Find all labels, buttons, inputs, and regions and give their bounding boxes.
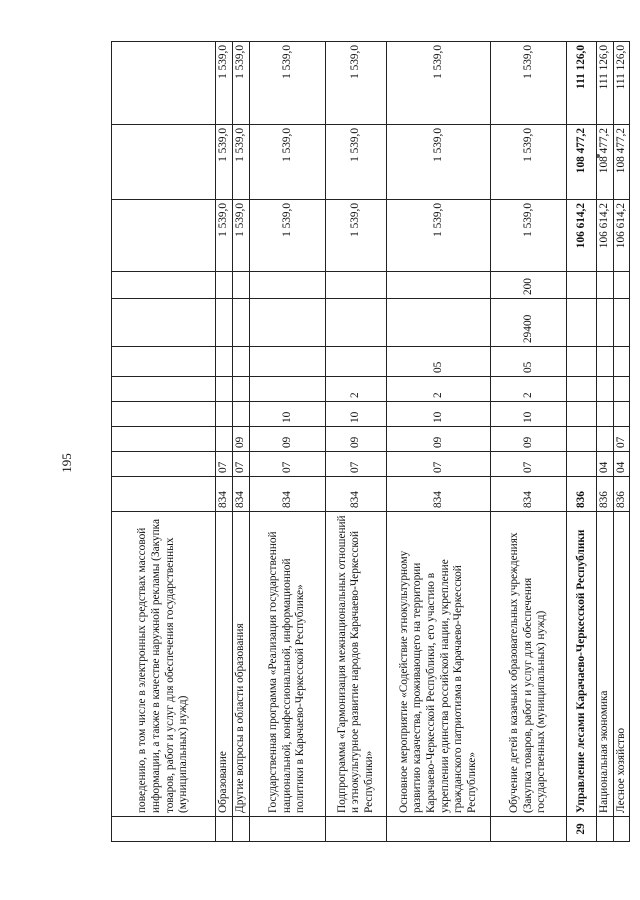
subsection-code: 09 <box>387 427 491 452</box>
table-row <box>250 42 326 842</box>
ministry-code: 834 <box>326 477 387 512</box>
program-code: 10 <box>491 402 567 427</box>
expense-type-code <box>613 272 630 299</box>
subprogram-code <box>567 377 597 402</box>
section-code: 04 <box>613 452 630 477</box>
table-row <box>613 42 630 842</box>
amount-year-2: 108 477,2 <box>567 125 597 200</box>
event-code: 05 <box>387 347 491 377</box>
expense-code <box>112 299 216 347</box>
amount-year-1: 1 539,0 <box>233 200 250 272</box>
amount-year-2: 1 539,0 <box>250 125 326 200</box>
expense-type-code <box>597 272 614 299</box>
subsection-code: 09 <box>250 427 326 452</box>
table-row <box>233 42 250 842</box>
amount-year-3: 1 539,0 <box>250 42 326 125</box>
item-name: Управление лесами Карачаево-Черкесской Республики <box>567 512 597 817</box>
item-name: Национальная экономика <box>597 512 614 817</box>
row-index <box>250 817 326 842</box>
section-code <box>567 452 597 477</box>
expense-code <box>250 299 326 347</box>
subsection-code: 09 <box>491 427 567 452</box>
subprogram-code <box>233 377 250 402</box>
subsection-code <box>567 427 597 452</box>
budget-table <box>111 41 630 842</box>
program-code <box>216 402 233 427</box>
amount-year-2: 1 539,0 <box>387 125 491 200</box>
amount-year-3 <box>112 42 216 125</box>
table-row <box>597 42 614 842</box>
section-code <box>112 452 216 477</box>
event-code <box>112 347 216 377</box>
amount-year-2: 108 477,2 <box>613 125 630 200</box>
amount-year-1: 1 539,0 <box>250 200 326 272</box>
ministry-code: 834 <box>233 477 250 512</box>
amount-year-1: 106 614,2 <box>567 200 597 272</box>
amount-year-2 <box>112 125 216 200</box>
program-code <box>567 402 597 427</box>
section-code: 04 <box>597 452 614 477</box>
expense-type-code: 200 <box>491 272 567 299</box>
amount-year-2: 1 539,0 <box>233 125 250 200</box>
item-name: Государственная программа «Реализация государственной национальной, конфессиональной, информационной политики в Карачаево-Черкесской Республике» <box>250 512 326 817</box>
program-code: 10 <box>250 402 326 427</box>
row-index: 29 <box>567 817 597 842</box>
expense-code <box>326 299 387 347</box>
amount-year-3: 111 126,0 <box>613 42 630 125</box>
amount-year-2: 1 539,0 <box>326 125 387 200</box>
amount-year-1: 106 614,2 <box>613 200 630 272</box>
section-code: 07 <box>387 452 491 477</box>
amount-year-2: 1 539,0 <box>491 125 567 200</box>
event-code <box>613 347 630 377</box>
program-code: 10 <box>326 402 387 427</box>
amount-year-2: 1 539,0 <box>216 125 233 200</box>
subprogram-code <box>216 377 233 402</box>
ministry-code: 836 <box>597 477 614 512</box>
amount-year-3: 111 126,0 <box>597 42 614 125</box>
item-name: Основное мероприятие «Содействие этнокультурному развитию казачества, проживающего на территории Карачаево-Черкесской Республики, его участию в укреплении единства российской нации, укрепление гражданского патриотизма в Карачаево-Черкесской Республике» <box>387 512 491 817</box>
subprogram-code: 2 <box>387 377 491 402</box>
subsection-code: 07 <box>613 427 630 452</box>
subsection-code <box>216 427 233 452</box>
subprogram-code <box>250 377 326 402</box>
amount-year-3: 1 539,0 <box>216 42 233 125</box>
table-row <box>567 42 597 842</box>
subprogram-code: 2 <box>326 377 387 402</box>
section-code: 07 <box>491 452 567 477</box>
event-code <box>216 347 233 377</box>
expense-code <box>216 299 233 347</box>
subsection-code <box>597 427 614 452</box>
expense-type-code <box>233 272 250 299</box>
row-index <box>597 817 614 842</box>
ministry-code: 836 <box>613 477 630 512</box>
expense-type-code <box>387 272 491 299</box>
amount-year-3: 1 539,0 <box>387 42 491 125</box>
row-index <box>326 817 387 842</box>
subprogram-code <box>112 377 216 402</box>
expense-type-code <box>250 272 326 299</box>
event-code <box>597 347 614 377</box>
subsection-code: 09 <box>326 427 387 452</box>
rotated-page <box>111 42 627 842</box>
expense-code: 29400 <box>491 299 567 347</box>
subsection-code: 09 <box>233 427 250 452</box>
amount-year-3: 1 539,0 <box>233 42 250 125</box>
expense-type-code <box>216 272 233 299</box>
ministry-code: 836 <box>567 477 597 512</box>
amount-year-2: 108 477,2 <box>597 125 614 200</box>
ministry-code: 834 <box>216 477 233 512</box>
section-code: 07 <box>216 452 233 477</box>
program-code <box>233 402 250 427</box>
program-code <box>112 402 216 427</box>
subprogram-code <box>613 377 630 402</box>
program-code: 10 <box>387 402 491 427</box>
event-code <box>233 347 250 377</box>
table-row <box>326 42 387 842</box>
event-code <box>567 347 597 377</box>
row-index <box>387 817 491 842</box>
expense-type-code <box>112 272 216 299</box>
expense-code <box>387 299 491 347</box>
expense-code <box>233 299 250 347</box>
table-row <box>216 42 233 842</box>
table-row <box>112 42 216 842</box>
amount-year-3: 1 539,0 <box>326 42 387 125</box>
subsection-code <box>112 427 216 452</box>
amount-year-1: 106 614,2 <box>597 200 614 272</box>
row-index <box>112 817 216 842</box>
subprogram-code <box>597 377 614 402</box>
item-name: Обучение детей в казачьих образовательных учреждениях (Закупка товаров, работ и услуг для обеспечения государственных (муниципальных) нужд) <box>491 512 567 817</box>
amount-year-1: 1 539,0 <box>326 200 387 272</box>
table-row <box>491 42 567 842</box>
amount-year-1: 1 539,0 <box>491 200 567 272</box>
event-code: 05 <box>491 347 567 377</box>
page-number: 195 <box>58 453 74 473</box>
expense-code <box>567 299 597 347</box>
item-name: поведению, в том числе в электронных средствах массовой информации, а также в качестве наружной рекламы (Закупка товаров, работ и услуг для обеспечения государственных (муниципальных) нужд) <box>112 512 216 817</box>
row-index <box>216 817 233 842</box>
amount-year-1: 1 539,0 <box>387 200 491 272</box>
section-code: 07 <box>233 452 250 477</box>
item-name: Другие вопросы в области образования <box>233 512 250 817</box>
row-index <box>613 817 630 842</box>
expense-code <box>613 299 630 347</box>
table-row <box>387 42 491 842</box>
ministry-code <box>112 477 216 512</box>
amount-year-3: 111 126,0 <box>567 42 597 125</box>
section-code: 07 <box>326 452 387 477</box>
program-code <box>613 402 630 427</box>
item-name: Лесное хозяйство <box>613 512 630 817</box>
amount-year-1 <box>112 200 216 272</box>
amount-year-3: 1 539,0 <box>491 42 567 125</box>
expense-type-code <box>326 272 387 299</box>
event-code <box>250 347 326 377</box>
ministry-code: 834 <box>491 477 567 512</box>
amount-year-1: 1 539,0 <box>216 200 233 272</box>
expense-code <box>597 299 614 347</box>
item-name: Подпрограмма «Гармонизация межнациональных отношений и этнокультурное развитие народов Карачаево-Черкесской Республики» <box>326 512 387 817</box>
ministry-code: 834 <box>387 477 491 512</box>
subprogram-code: 2 <box>491 377 567 402</box>
item-name: Образование <box>216 512 233 817</box>
ministry-code: 834 <box>250 477 326 512</box>
event-code <box>326 347 387 377</box>
row-index <box>233 817 250 842</box>
program-code <box>597 402 614 427</box>
section-code: 07 <box>250 452 326 477</box>
expense-type-code <box>567 272 597 299</box>
row-index <box>491 817 567 842</box>
